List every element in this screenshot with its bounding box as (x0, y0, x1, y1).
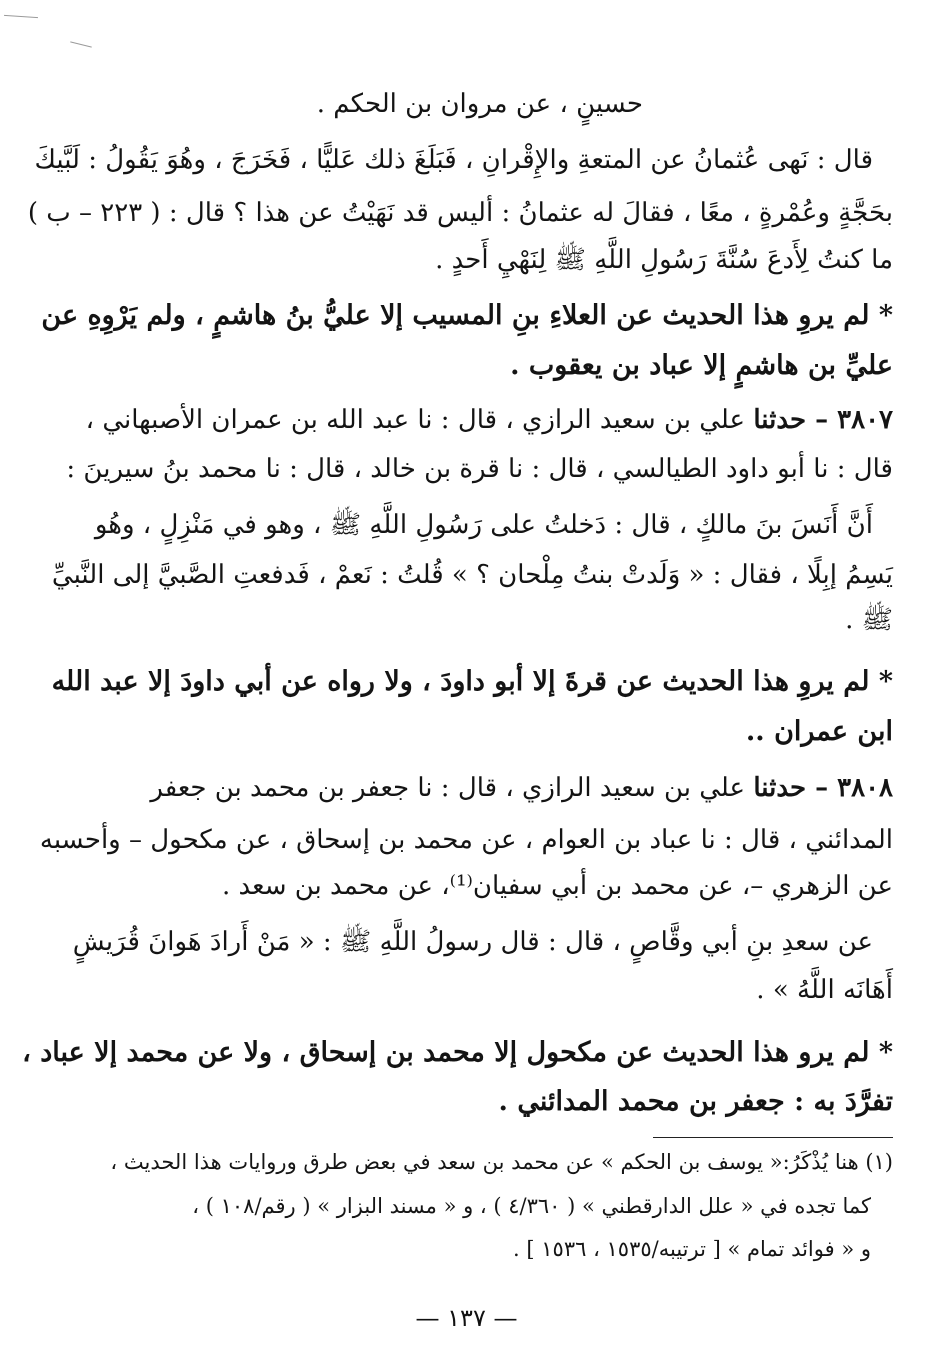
hadith-number: ٣٨٠٨ – حدثنا (753, 773, 893, 803)
narration-note: * لم يروِ هذا الحديث عن العلاءِ بنِ المسيب إلا عليُّ بنُ هاشمٍ ، ولم يَرْوِهِ عن (41, 300, 893, 331)
hadith-number: ٣٨٠٧ – حدثنا (753, 405, 893, 435)
narration-note: ابن عمران .. (745, 716, 893, 747)
text-line: عن الزهري –، عن محمد بن أبي سفيان⁽¹⁾، عن محمد بن سعد . (221, 871, 893, 901)
footnote-separator (653, 1137, 893, 1138)
hadith-chain-text: علي بن سعيد الرازي ، قال : نا جعفر بن محمد بن جعفر (150, 773, 746, 803)
narration-note: عليِّ بن هاشمٍ إلا عباد بن يعقوب . (510, 350, 893, 381)
text-line: قال : نَهى عُثمانُ عن المتعةِ والإِقْرانِ ، فَبَلَغَ ذلك عَليًّا ، فَخَرَجَ ، وهُوَ يَقُولُ : لَبَّيكَ (34, 145, 873, 175)
scan-mark (4, 15, 38, 18)
text-line: قال : نا أبو داود الطيالسي ، قال : نا قرة بن خالد ، قال : نا محمد بنُ سيرينَ : (66, 454, 893, 484)
hadith-heading-line (70, 400, 893, 440)
text-line: أَنَّ أَنَسَ بنَ مالكٍ ، قال : دَخلتُ على رَسُولِ اللَّهِ ﷺ ، وهو في مَنْزِلٍ ، وهُو (94, 510, 873, 540)
hadith-heading-line (70, 768, 893, 808)
hadith-chain-text: علي بن سعيد الرازي ، قال : نا عبد الله بن عمران الأصبهاني ، (85, 405, 746, 435)
text-line: عن سعدِ بنِ أبي وقَّاصٍ ، قال : قال رسولُ اللَّهِ ﷺ : « مَنْ أَرادَ هَوانَ قُرَيشٍ (72, 927, 873, 957)
narration-note: تفرَّدَ به : جعفر بن محمد المدائني . (498, 1086, 893, 1117)
narration-note: * لم يروِ هذا الحديث عن قرةَ إلا أبو داودَ ، ولا رواه عن أبي داودَ إلا عبد الله (51, 666, 893, 697)
footnote-line: (١) هنا يُذْكَرُ:« يوسف بن الحكم » عن محمد بن سعد في بعض طرق وروايات هذا الحديث ، (110, 1150, 893, 1174)
text-line: ﷺ . (845, 605, 893, 635)
footnote-line: كما تجده في « علل الدارقطني » ( ٤/٣٦٠ ) ، و « مسند البزار » ( رقم/١٠٨ ) ، (192, 1194, 871, 1218)
text-line: أَهَانَه اللَّهُ » . (756, 975, 893, 1005)
text-line: ما كنتُ لِأَدعَ سُنَّةَ رَسُولِ اللَّهِ ﷺ لِنَهْيِ أَحدٍ . (435, 245, 893, 275)
text-line: يَسِمُ إبِلًا ، فقال : « وَلَدتْ بنتُ مِلْحان ؟ » قُلتُ : نَعمْ ، فَدفعتِ الصَّبيَّ إلى النَّبيِّ (51, 560, 893, 590)
text-line: حسينٍ ، عن مروان بن الحكم . (316, 89, 643, 119)
page-number: — ١٣٧ — (415, 1304, 518, 1332)
footnote-line: و « فوائد تمام » [ ترتيبه/١٥٣٥ ، ١٥٣٦ ] . (513, 1237, 871, 1261)
text-line: بحَجَّةٍ وعُمْرةٍ ، معًا ، فقالَ له عثمانُ : أليس قد نَهَيْتُ عن هذا ؟ قال : ( ٢٢٣ – ب ) (27, 198, 893, 228)
narration-note: * لم يرو هذا الحديث عن مكحول إلا محمد بن إسحاق ، ولا عن محمد إلا عباد ، (22, 1037, 893, 1068)
text-line: المدائني ، قال : نا عباد بن العوام ، عن محمد بن إسحاق ، عن مكحول – وأحسبه (39, 825, 893, 855)
scan-mark (70, 41, 92, 47)
